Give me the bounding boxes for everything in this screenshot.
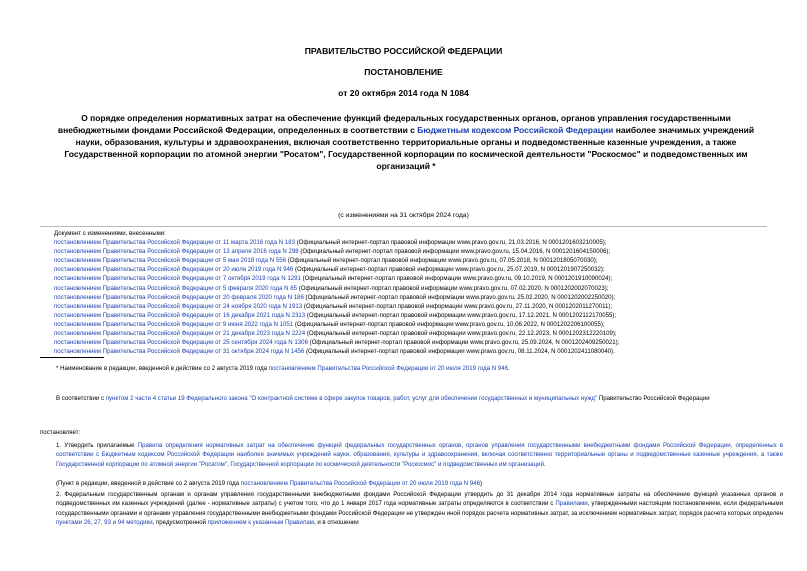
change-link[interactable]: постановлением Правительства Российской Федерации от 5 мая 2018 года N 556	[54, 257, 287, 265]
change-link[interactable]: постановлением Правительства Российской Федерации от 25 сентября 2024 года N 1306	[54, 339, 308, 347]
item2-text-3: , предусмотренной	[152, 518, 208, 526]
change-item	[40, 320, 767, 329]
footnote-link[interactable]: постановлением Правительства Российской Федерации от 20 июля 2019 года N 946	[268, 365, 508, 372]
item2-text-2: , утвержденными настоящим постановлением, если федеральными государственными органами и органами управления государственными внебюджетными фондами Российской Федерации не утвержден иной порядок расчета нормативных затрат, за исключением нормативных затрат, порядок расчета которых определен	[56, 500, 783, 517]
footnote	[56, 365, 510, 372]
change-item	[40, 238, 767, 247]
footnote-text: * Наименование в редакции, введенной в действие со 2 августа 2019 года	[56, 365, 269, 372]
change-source: (Официальный интернет-портал правовой информации www.pravo.gov.ru, 25.07.2019, N 0001201907250032);	[293, 266, 605, 274]
item2-text: 2. Федеральным государственным органам и органам управления государственными внебюджетными фондами Российской Федерации утвердить до 31 декабря 2014 года нормативные затраты на обеспечение функций указанных органов и подведомственных им казенных учреждений (далее - нормативные затраты) с учетом того, что до 1 января 2017 года нормативные затраты определяются в соответствии с	[56, 491, 783, 508]
basis-text-end: Правительство Российской Федерации	[597, 395, 710, 402]
change-source: (Официальный интернет-портал правовой информации www.pravo.gov.ru, 09.10.2019, N 0001201910090024);	[300, 275, 613, 283]
item1-note-text: (Пункт в редакции, введенной в действие со 2 августа 2019 года	[56, 480, 241, 487]
change-source: (Официальный интернет-портал правовой информации www.pravo.gov.ru, 07.02.2020, N 0001202002070023);	[297, 284, 609, 292]
federal-law-link[interactable]: пунктом 2 части 4 статьи 19 Федерального закона "О контрактной системе в сфере закупок товаров, работ, услуг для обеспечения государственных и муниципальных нужд"	[105, 395, 598, 402]
item2-text-4: , и в отношении	[313, 518, 359, 526]
rules-link[interactable]: Правила определения нормативных затрат на обеспечение функций федеральных государственных органов, органов управления государственными внебюджетными фондами Российской Федерации, определенных в соответствии с Бюджетным кодексом Российской Федерации наиболее значимых учреждений науки, образования, культуры и здравоохранения, включая соответственно территориальные органы и подведомственные казенные учреждения, а также Государственной корпорации по атомной энергии "Росатом", Государственной корпорации по космической деятельности "Роскосмос" и подведомственных им организаций	[56, 442, 783, 468]
item1-end: .	[543, 460, 546, 468]
change-source: (Официальный интернет-портал правовой информации www.pravo.gov.ru, 27.11.2020, N 0001202011270011);	[302, 302, 613, 310]
change-link[interactable]: постановлением Правительства Российской Федерации от 11 марта 2016 года N 183	[54, 239, 296, 247]
change-item	[40, 265, 767, 274]
changes-label: Документ с изменениями, внесенными:	[54, 230, 166, 237]
changes-box	[40, 226, 767, 356]
change-source: (Официальный интернет-портал правовой информации www.pravo.gov.ru, 08.11.2024, N 0001202411080040).	[304, 348, 615, 356]
change-link[interactable]: постановлением Правительства Российской Федерации от 20 июля 2019 года N 946	[54, 266, 294, 274]
item1-note-end: )	[480, 480, 483, 487]
change-source: (Официальный интернет-портал правовой информации www.pravo.gov.ru, 17.12.2021, N 0001202112170055);	[305, 311, 617, 319]
change-item	[40, 338, 767, 347]
change-link[interactable]: постановлением Правительства Российской Федерации от 21 декабря 2023 года N 2224	[54, 330, 306, 338]
change-item	[40, 347, 767, 356]
change-item	[40, 247, 767, 256]
change-link[interactable]: постановлением Правительства Российской Федерации от 16 декабря 2021 года N 2313	[54, 311, 306, 319]
change-item	[40, 256, 767, 265]
appendix-link[interactable]: приложением к указанным Правилам	[207, 518, 314, 526]
basis-paragraph	[40, 394, 783, 403]
footnote-divider	[40, 357, 104, 358]
change-source: (Официальный интернет-портал правовой информации www.pravo.gov.ru, 25.02.2020, N 0001202002250020);	[303, 293, 616, 301]
footnote-end: .	[508, 365, 510, 372]
change-link[interactable]: постановлением Правительства Российской Федерации от 9 июня 2022 года N 1051	[54, 320, 294, 328]
change-item	[40, 311, 767, 320]
change-source: (Официальный интернет-портал правовой информации www.pravo.gov.ru, 10.06.2022, N 0001202206100055);	[293, 320, 605, 328]
item1-note-link[interactable]: постановлением Правительства Российской Федерации от 20 июля 2019 года N 946	[240, 480, 481, 487]
item2-paragraph	[40, 490, 783, 527]
title-part1: О порядке определения нормативных затрат на обеспечение функций федеральных государственных органов, органов управления государственными внебюджетными фондами Российской Федерации, определенных в соответствии с	[57, 113, 731, 135]
title-part2: наиболее значимых учреждений науки, образования, культуры и здравоохранения, включая соответственно территориальные органы и подведомственные казенные учреждения, а также Государственной корпорации по атомной энергии "Росатом", Государственной корпорации по космической деятельности "Роскосмос" и подведомственных им организаций *	[64, 124, 755, 171]
decree-word: постановляет:	[40, 429, 81, 436]
change-item	[40, 329, 767, 338]
item1-note	[40, 479, 783, 488]
basis-text: В соответствии с	[56, 395, 106, 402]
change-source: (Официальный интернет-портал правовой информации www.pravo.gov.ru, 25.09.2024, N 0001202409250021);	[307, 339, 620, 347]
item1-paragraph	[40, 441, 783, 469]
change-item	[40, 302, 767, 311]
change-link[interactable]: постановлением Правительства Российской Федерации от 24 ноября 2020 года N 1913	[54, 302, 303, 310]
change-link[interactable]: постановлением Правительства Российской Федерации от 13 апреля 2016 года N 298	[54, 248, 299, 256]
doc-type-heading: ПОСТАНОВЛЕНИЕ	[364, 67, 443, 77]
change-source: (Официальный интернет-портал правовой информации www.pravo.gov.ru, 22.12.2023, N 0001202312220109);	[305, 330, 617, 338]
change-source: (Официальный интернет-портал правовой информации www.pravo.gov.ru, 07.05.2018, N 0001201805070030);	[286, 257, 598, 265]
change-item	[40, 293, 767, 302]
change-link[interactable]: постановлением Правительства Российской Федерации от 5 февраля 2020 года N 85	[54, 284, 298, 292]
change-link[interactable]: постановлением Правительства Российской Федерации от 20 февраля 2020 года N 186	[54, 293, 304, 301]
item1-text: 1. Утвердить прилагаемые	[56, 442, 138, 449]
change-link[interactable]: постановлением Правительства Российской Федерации от 7 октября 2019 года N 1291	[54, 275, 301, 283]
document-title	[52, 113, 760, 173]
change-source: (Официальный интернет-портал правовой информации www.pravo.gov.ru, 21.03.2016, N 0001201603210005);	[295, 239, 607, 247]
change-source: (Официальный интернет-портал правовой информации www.pravo.gov.ru, 15.04.2016, N 0001201604150006);	[298, 248, 611, 256]
change-item	[40, 274, 767, 283]
change-item	[40, 284, 767, 293]
changes-note: (с изменениями на 31 октября 2024 года)	[338, 212, 469, 219]
government-heading: ПРАВИТЕЛЬСТВО РОССИЙСКОЙ ФЕДЕРАЦИИ	[304, 46, 503, 56]
date-number-heading: от 20 октября 2014 года N 1084	[338, 88, 469, 98]
rules-link-2[interactable]: Правилами	[555, 500, 588, 508]
change-link[interactable]: постановлением Правительства Российской Федерации от 31 октября 2024 года N 1456	[54, 348, 305, 356]
methodology-link[interactable]: пунктами 26, 27, 93 и 94 методики	[56, 518, 153, 526]
budget-code-link[interactable]: Бюджетным кодексом Российской Федерации	[417, 124, 614, 135]
